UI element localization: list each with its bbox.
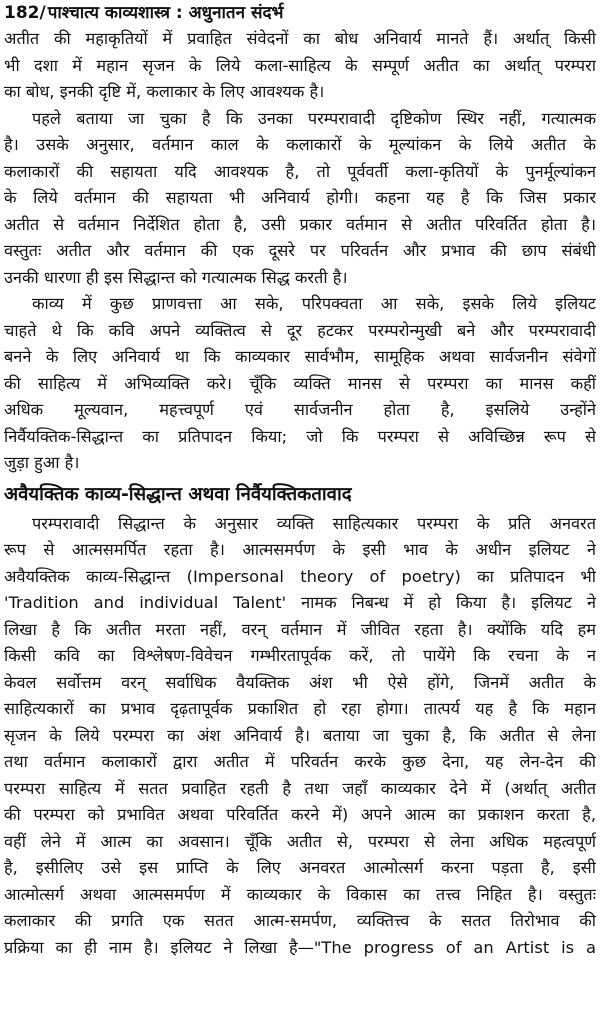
text-line: निर्वैयक्तिक-सिद्धान्त का प्रतिपादन किया; जो कि परम्परा से अविच्छिन्न रूप से	[4, 426, 596, 446]
text-line: चाहते थे कि कवि अपने व्यक्तित्व से दूर हटकर परम्परोन्मुखी बने और परम्परावादी	[4, 320, 596, 340]
text-line: तथा वर्तमान कलाकारों द्वारा अतीत में परिवर्तन करके कुछ देना, यह लेन-देन की	[4, 752, 596, 771]
text-line: आत्मोत्सर्ग अथवा आत्मसमर्पण में काव्यकार के विकास का तत्त्व निहित है। वस्तुतः	[4, 884, 596, 904]
text-line: वहीं लेने में आत्म का अवसान। चूँकि अतीत से, परम्परा से लेना अधिक महत्वपूर्ण	[4, 831, 596, 851]
paragraph	[4, 291, 596, 477]
text-line: साहित्यकारों का प्रभाव दृढ़तापूर्वक प्रकाशित हो रहा होगा। तात्पर्य यह है कि महान	[4, 699, 596, 718]
text-line: अतीत से वर्तमान निर्देशित होता है, उसी प्रकार वर्तमान से अतीत परिवर्तित होता है।	[4, 214, 596, 234]
text-line: उनकी धारणा ही इस सिद्धान्त को गत्यात्मक सिद्ध करती है।	[4, 267, 348, 287]
running-head-title: पाश्चात्य काव्यशास्त्र : अधुनातन संदर्भ	[47, 3, 284, 23]
page-number: 182/	[4, 3, 46, 23]
running-head	[4, 2, 596, 26]
text-line: कलाकार की प्रगति एक सतत आत्म-समर्पण, व्यक्तित्त्व के सतत तिरोभाव की	[4, 911, 596, 930]
text-line: परम्परावादी सिद्धान्त के अनुसार व्यक्ति साहित्यकार परम्परा के प्रति अनवरत	[32, 513, 596, 533]
text-line: अवैयक्तिक काव्य-सिद्धान्त (Impersonal theory of poetry) का प्रतिपादन भी	[4, 566, 596, 586]
text-line: के लिये वर्तमान की सहायता भी अनिवार्य होगी। कहना यह है कि जिस प्रकार	[4, 188, 596, 207]
text-line: पहले बताया जा चुका है कि उनका परम्परावादी दृष्टिकोण स्थिर नहीं, गत्यात्मक	[32, 108, 596, 128]
paragraph	[4, 106, 596, 292]
text-line: सृजन के लिये परम्परा का अंश अनिवार्य है। बताया जा चुका है, कि अतीत से लेना	[4, 725, 596, 745]
text-line: अधिक मूल्यवान, महत्त्वपूर्ण एवं सार्वजनीन होता है, इसलिये उन्होंने	[4, 400, 596, 419]
text-line: वस्तुतः अतीत और वर्तमान की एक दूसरे पर परिवर्तन और प्रभाव की छाप संबंधी	[4, 241, 596, 260]
text-line: काव्य में कुछ प्राणवत्ता आ सके, परिपक्वता आ सके, इसके लिये इलियट	[32, 294, 596, 313]
text-line: है। उसके अनुसार, वर्तमान काल के कलाकारों के मूल्यांकन के लिये अतीत के	[4, 135, 596, 154]
text-line: प्रक्रिया का ही नाम है। इलियट ने लिखा है—"The progress of an Artist is a	[4, 937, 596, 957]
paragraph	[4, 26, 596, 106]
text-line: का बोध, इनकी दृष्टि में, कलाकार के लिए आवश्यक है।	[4, 82, 325, 101]
text-line: की परम्परा को प्रभावित अथवा परिवर्तित करने में) अपने आत्म का प्रकाशन करता है,	[4, 805, 596, 824]
paragraph	[4, 511, 596, 962]
text-line: अतीत की महाकृतियों में प्रवाहित संवेदनों का बोध अनिवार्य मानते हैं। अर्थात् किसी	[4, 29, 596, 48]
text-line: केवल सर्वोत्तम वरन् सर्वाधिक वैयक्तिक अंश भी ऐसे होंगे, जिनमें अतीत के	[4, 672, 596, 692]
text-line: किसी कवि का विश्लेषण-विवेचन गम्भीरतापूर्वक करें, तो पायेंगे कि रचना के न	[4, 646, 596, 665]
text-line: कलाकारों की सहायता यदि आवश्यक है, तो पूर्ववर्ती कला-कृतियों के पुनर्मूल्यांकन	[4, 161, 596, 181]
text-line: की साहित्य में अभिव्यक्ति करे। चूँकि व्यक्ति मानस से परम्परा का मानस कहीं	[4, 373, 596, 393]
text-line: है, इसीलिए उसे इस प्राप्ति के लिए अनवरत आत्मोत्सर्ग करना पड़ता है, इसी	[4, 858, 596, 877]
text-line: लिखा है कि अतीत मरता नहीं, वरन् वर्तमान में जीवित रहता है। क्योंकि यदि हम	[4, 619, 596, 639]
text-line: परम्परा साहित्य में सतत प्रवाहित रहती है तथा जहाँ काव्यकार देने में (अर्थात् अतीत	[4, 778, 596, 798]
text-line: भी दशा में महान सृजन के लिये कला-साहित्य के सम्पूर्ण अतीत का अर्थात् परम्परा	[4, 55, 596, 75]
section-body-text	[4, 511, 596, 962]
text-line: जुड़ा हुआ है।	[4, 453, 80, 472]
section-heading: अवैयक्तिक काव्य-सिद्धान्त अथवा निर्वैयक्तिकतावाद	[4, 483, 352, 505]
text-line: 'Tradition and individual Talent' नामक निबन्ध में हो किया है। इलियट ने	[4, 593, 596, 612]
text-line: बनने के लिए अनिवार्य था कि काव्यकार सार्वभौम, सामूहिक अथवा सार्वजनीन संवेगों	[4, 347, 596, 366]
text-line: रूप से आत्मसमर्पित रहता है। आत्मसमर्पण के इसी भाव के अधीन इलियट ने	[4, 540, 596, 559]
body-text	[4, 26, 596, 477]
